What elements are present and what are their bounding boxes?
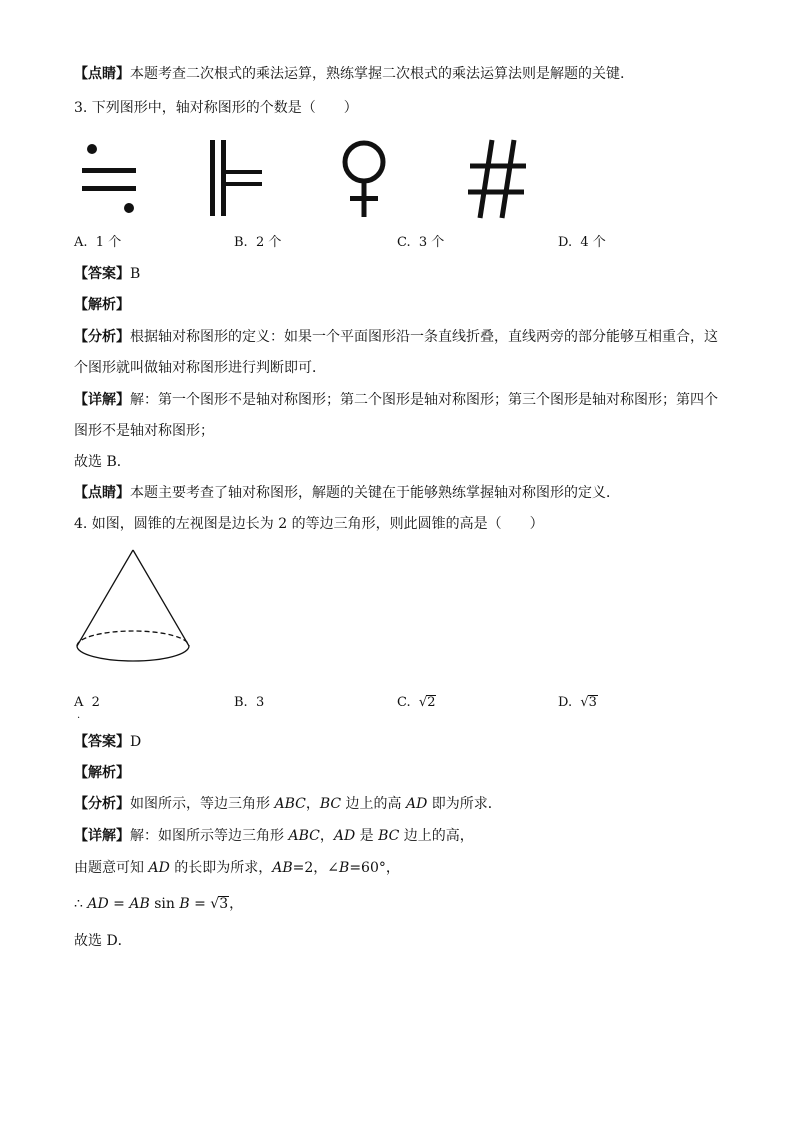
text: 由题意可知 xyxy=(74,860,149,876)
q3-choose: 故选 B． xyxy=(74,454,131,470)
q3-xiangjie-line1 xyxy=(74,390,718,410)
option-text: 1 个 xyxy=(95,235,122,250)
math-var: AD xyxy=(87,896,109,912)
analysis-tag: 【解析】 xyxy=(74,297,130,313)
q4-analysis-tag xyxy=(74,763,130,783)
option-letter: C. xyxy=(397,695,411,710)
answer-tag: 【答案】 xyxy=(74,266,130,282)
dianjing-tag: 【点睛】 xyxy=(74,485,130,501)
option-text: 4 个 xyxy=(580,235,606,250)
q4-equation-line: ∴ AD = AB sin B = √3， xyxy=(74,896,244,912)
q3-option-c xyxy=(397,233,444,253)
option-text: 2 xyxy=(91,695,100,710)
text: 解：如图所示等边三角形 xyxy=(130,828,289,844)
text: 即为所求． xyxy=(427,796,502,812)
q3-dianjing xyxy=(74,483,620,503)
option-letter: B. xyxy=(234,235,248,250)
option-letter: D. xyxy=(558,695,573,710)
q4-option-c: C. √2 xyxy=(397,695,436,710)
prev-comment-line xyxy=(74,64,624,84)
xiangjie-text: 解：第一个图形不是轴对称图形；第二个图形是轴对称图形；第三个图形是轴对称图形；第四个 xyxy=(130,392,718,408)
q3-answer xyxy=(74,264,140,284)
fenxi-tag: 【分析】 xyxy=(74,329,130,345)
q4-answer xyxy=(74,732,141,752)
text: 是 xyxy=(355,828,379,844)
math-var: B xyxy=(339,860,350,876)
q4-given-line xyxy=(74,858,400,878)
equals: = xyxy=(108,896,130,912)
q3-fenxi-line2: 个图形就叫做轴对称图形进行判断即可． xyxy=(74,360,326,376)
text: 边上的高 xyxy=(341,796,406,812)
math-var: B xyxy=(179,896,190,912)
math-var: AB xyxy=(272,860,293,876)
fenxi-tag: 【分析】 xyxy=(74,796,130,812)
text: 的长即为所求， xyxy=(169,860,273,876)
q3-option-b xyxy=(234,233,281,253)
text: ， xyxy=(319,828,334,844)
q4-option-d: D. √3 xyxy=(558,695,597,710)
q3-option-d xyxy=(558,233,606,253)
hash-icon xyxy=(466,138,530,220)
q4-stem: 4. 如图，圆锥的左视图是边长为 2 的等边三角形，则此圆锥的高是（ ） xyxy=(74,516,544,532)
q4-fenxi xyxy=(74,794,502,814)
analysis-tag: 【解析】 xyxy=(74,765,130,781)
dianjing-text: 本题考查二次根式的乘法运算，熟练掌握二次根式的乘法运算法则是解题的关键. xyxy=(130,66,625,82)
math-var: ABC xyxy=(288,828,320,844)
option-letter: A. xyxy=(74,235,88,250)
fenxi-text: 根据轴对称图形的定义：如果一个平面图形沿一条直线折叠，直线两旁的部分能够互相重合，这 xyxy=(130,329,718,345)
q3-xiangjie-line2: 图形不是轴对称图形； xyxy=(74,423,214,439)
q4-xiangjie xyxy=(74,826,474,846)
stray-dot: . xyxy=(77,710,81,721)
divide-on-icon xyxy=(78,138,140,220)
option-letter: C. xyxy=(397,235,411,250)
q4-choose: 故选 D． xyxy=(74,933,132,949)
answer-value: B xyxy=(130,266,141,282)
option-letter: A xyxy=(74,695,84,710)
math-var: AD xyxy=(148,860,170,876)
q3-stem: 3. 下列图形中，轴对称图形的个数是（ ） xyxy=(74,100,358,116)
option-letter: B. xyxy=(234,695,248,710)
dianjing-tag: 【点睛】 xyxy=(74,66,130,82)
cone-figure xyxy=(70,546,196,674)
sin-func: sin xyxy=(149,896,180,912)
q4-option-b xyxy=(234,693,264,713)
text: =60°， xyxy=(349,860,400,876)
text: =2，∠ xyxy=(292,860,340,876)
q3-fenxi-line1 xyxy=(74,327,718,347)
q3-option-a xyxy=(74,233,121,253)
text: 边上的高， xyxy=(399,828,474,844)
math-var: AD xyxy=(333,828,356,844)
radical-value: 2 xyxy=(427,695,436,710)
text: ， xyxy=(305,796,320,812)
xiangjie-tag: 【详解】 xyxy=(74,392,130,408)
option-text: 2 个 xyxy=(255,235,282,250)
xiangjie-tag: 【详解】 xyxy=(74,828,130,844)
option-letter: D. xyxy=(558,235,573,250)
math-var: BC xyxy=(378,828,400,844)
answer-value: D xyxy=(130,734,142,750)
option-text: 3 个 xyxy=(418,235,445,250)
answer-tag: 【答案】 xyxy=(74,734,130,750)
math-var: BC xyxy=(319,796,342,812)
equals: = xyxy=(189,896,211,912)
therefore-symbol: ∴ xyxy=(74,896,88,912)
q3-analysis-tag xyxy=(74,295,130,315)
double-bar-icon xyxy=(208,138,264,220)
option-text: 3 xyxy=(255,695,265,710)
radical-value: 3 xyxy=(219,896,229,912)
math-var: AB xyxy=(129,896,150,912)
math-var: ABC xyxy=(274,796,306,812)
radical-value: 3 xyxy=(588,695,597,710)
venus-icon xyxy=(338,138,390,220)
dianjing-text: 本题主要考查了轴对称图形，解题的关键在于能够熟练掌握轴对称图形的定义． xyxy=(130,485,620,501)
text: 如图所示，等边三角形 xyxy=(130,796,275,812)
text: ， xyxy=(229,896,244,912)
math-var: AD xyxy=(406,796,428,812)
